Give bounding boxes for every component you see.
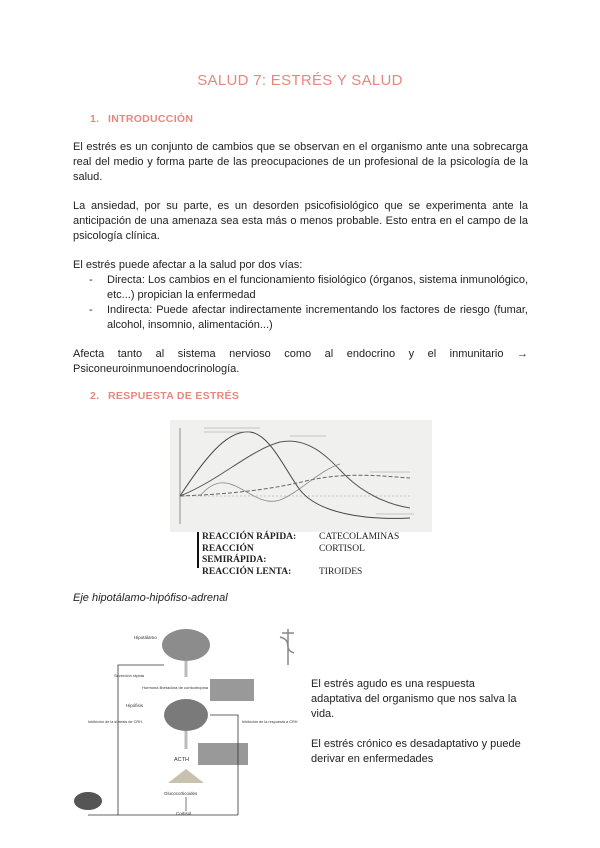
pituitary-icon	[164, 699, 208, 731]
legend-value: CATECOLAMINAS	[319, 532, 400, 542]
label-inhibicion-izq: Inhibición de la síntesis de CRH	[88, 720, 142, 724]
label-acth: ACTH	[174, 757, 189, 763]
list-item: - Directa: Los cambios en el funcionamiento fisiológico (órganos, sistema inmunológico, etc...) propician la enfermedad	[73, 273, 528, 303]
adrenal-icon	[168, 769, 204, 783]
label-hipofisis: Hipófisis	[126, 703, 144, 708]
label-hormona: Hormona liberadora de corticotropina	[142, 685, 209, 690]
section-number: 2.	[90, 390, 100, 402]
info-box	[210, 679, 254, 701]
hpa-diagram-image	[68, 625, 308, 821]
paragraph-ansiedad: La ansiedad, por su parte, es un desorden psicofisiológico que se experimenta ante la anticipación de una amenaza sea esta más o menos probable. Esto entra en el campo de la psicología clínica.	[73, 200, 528, 242]
caduceus-icon	[280, 629, 294, 665]
label-hipotalamo: Hipotálamo	[134, 635, 157, 640]
curve-fast	[180, 432, 410, 519]
list-item: - Indirecta: Puede afectar indirectamente incrementando los factores de riesgo (fumar, alcohol, insomnio, alimentación...)	[73, 303, 528, 333]
label-secrecion: Secreción rápida	[114, 673, 145, 678]
side-paragraph-agudo: El estrés agudo es una respuesta adaptativa del organismo que nos salva la vida.	[311, 678, 517, 720]
bullet-list	[73, 273, 528, 333]
paragraph-vias: El estrés puede afectar a la salud por dos vías:	[73, 259, 303, 271]
person-icon	[74, 792, 102, 810]
paragraph-estres: El estrés es un conjunto de cambios que se observan en el organismo ante una sobrecarga real del medio y forma parte de las preocupaciones de un profesional de la psicología de la salud.	[73, 141, 528, 183]
figure-caption: Eje hipotálamo-hipófiso-adrenal	[73, 592, 228, 604]
legend-row	[199, 544, 431, 567]
brain-icon	[162, 629, 210, 661]
reaction-legend	[197, 532, 431, 577]
legend-row	[199, 532, 431, 544]
label-glucocorticoides: Glucocorticoides	[164, 791, 198, 796]
section-number: 1.	[90, 113, 100, 125]
hpa-axis-diagram	[68, 625, 308, 821]
legend-label: REACCIÓN RÁPIDA:	[202, 532, 297, 542]
paragraph-sistemas: Afecta tanto al sistema nervioso como al endocrino y el inmunitario → Psiconeuroinmunoendocrinología.	[73, 348, 528, 375]
legend-label: REACCIÓN LENTA:	[202, 566, 292, 577]
section-heading-introduccion	[90, 113, 193, 125]
stress-curves-image	[170, 420, 432, 532]
stress-response-figure	[170, 420, 432, 532]
info-box	[198, 743, 248, 765]
curve-semifast	[180, 441, 410, 508]
label-cortisol: Cortisol	[176, 811, 192, 816]
label-inhibicion-der: Inhibición de la respuesta a CRH	[242, 720, 298, 724]
page-title: SALUD 7: ESTRÉS Y SALUD	[197, 72, 403, 89]
legend-row	[199, 567, 431, 579]
legend-value: TIROIDES	[319, 566, 363, 577]
section-heading-respuesta	[90, 390, 239, 402]
section-label: INTRODUCCIÓN	[108, 113, 194, 125]
section-label: RESPUESTA DE ESTRÉS	[108, 390, 240, 402]
legend-label: REACCIÓN SEMIRÁPIDA:	[202, 543, 267, 565]
legend-value: CORTISOL	[319, 543, 365, 554]
side-paragraph-cronico: El estrés crónico es desadaptativo y puede derivar en enfermedades	[311, 738, 521, 765]
